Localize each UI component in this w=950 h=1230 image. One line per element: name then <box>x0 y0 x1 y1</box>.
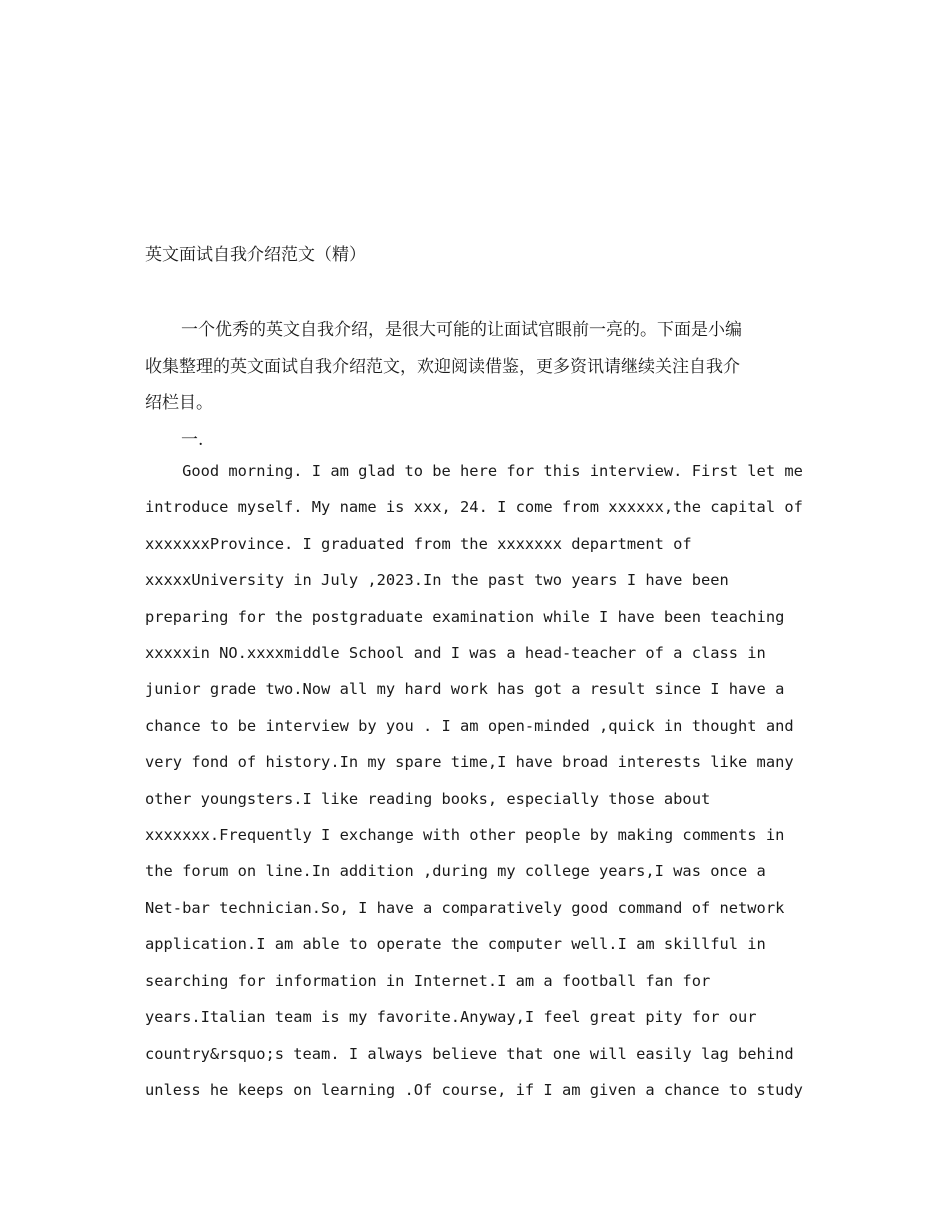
body-line: very fond of history.In my spare time,I have broad interests like many <box>145 753 794 772</box>
body-paragraph <box>145 453 825 1108</box>
body-line: xxxxxin NO.xxxxmiddle School and I was a head-teacher of a class in <box>145 644 766 663</box>
body-line: country&rsquo;s team. I always believe that one will easily lag behind <box>145 1044 794 1063</box>
body-line: years.Italian team is my favorite.Anyway,I feel great pity for our <box>145 1008 757 1027</box>
section-marker: 一. <box>181 429 204 450</box>
intro-line: 收集整理的英文面试自我介绍范文，欢迎阅读借鉴，更多资讯请继续关注自我介 <box>145 356 740 377</box>
body-line: searching for information in Internet.I am a football fan for <box>145 971 711 990</box>
body-line: Good morning. I am glad to be here for this interview. First let me <box>145 462 803 480</box>
intro-line: 一个优秀的英文自我介绍，是很大可能的让面试官眼前一亮的。下面是小编 <box>181 320 742 340</box>
body-line: xxxxxUniversity in July ,2023.In the past two years I have been <box>145 571 729 590</box>
body-line: preparing for the postgraduate examination while I have been teaching <box>145 607 785 626</box>
body-line: application.I am able to operate the computer well.I am skillful in <box>145 935 766 954</box>
body-line: chance to be interview by you . I am open-minded ,quick in thought and <box>145 716 794 735</box>
body-line: xxxxxxx.Frequently I exchange with other people by making comments in <box>145 826 785 845</box>
body-line: junior grade two.Now all my hard work has got a result since I have a <box>145 680 785 699</box>
intro-line: 绍栏目。 <box>145 393 213 413</box>
body-line: other youngsters.I like reading books, especially those about <box>145 789 711 808</box>
document-title: 英文面试自我介绍范文（精） <box>145 245 366 265</box>
body-line: the forum on line.In addition ,during my college years,I was once a <box>145 862 766 881</box>
body-line: Net-bar technician.So, I have a comparatively good command of network <box>145 898 785 917</box>
intro-paragraph <box>145 312 815 458</box>
body-line: introduce myself. My name is xxx, 24. I come from xxxxxx,the capital of <box>145 498 803 517</box>
body-line: unless he keeps on learning .Of course, if I am given a chance to study <box>145 1080 803 1099</box>
body-line: xxxxxxxProvince. I graduated from the xxxxxxx department of <box>145 534 692 553</box>
